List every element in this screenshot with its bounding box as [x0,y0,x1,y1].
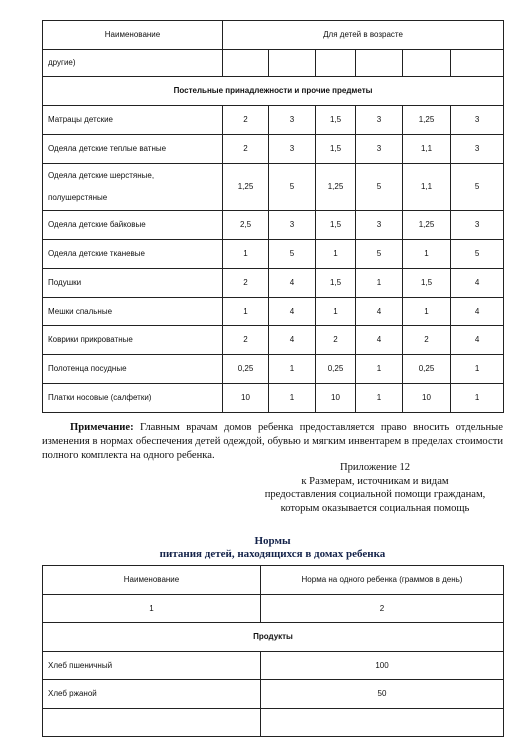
row-value: 2 [223,135,269,164]
row-value: 4 [451,326,504,355]
row-value: 5 [451,240,504,269]
row-value: 1,5 [316,135,356,164]
row-value: 1,1 [403,135,451,164]
row-value: 1 [223,240,269,269]
row-value: 3 [356,106,403,135]
row-value: 1 [356,269,403,298]
row-name-line: полушерстяные [48,193,108,202]
row-value: 4 [451,269,504,298]
note-label: Примечание: [70,422,134,433]
row-name: Коврики прикроватные [43,326,223,355]
table-header-row [43,566,504,595]
row-value: 2,5 [223,211,269,240]
row-name: Хлеб пшеничный [43,652,261,680]
row-value: 5 [269,164,316,211]
row-value: 4 [269,298,316,326]
column-header-age: Для детей в возрасте [223,21,504,50]
row-name: Полотенца посудные [43,355,223,384]
row-value: 1 [403,240,451,269]
row-value: 0,25 [223,355,269,384]
row-value: 1 [451,355,504,384]
row-value: 2 [223,269,269,298]
clothing-norms-table [42,20,504,413]
appendix-line: предоставления социальной помощи гражданам, [264,489,486,500]
row-name: другие) [43,50,223,77]
row-value: 100 [261,652,504,680]
row-value: 4 [269,326,316,355]
row-name: Одеяла детские байковые [43,211,223,240]
table-row [43,709,504,737]
note-text: Главным врачам домов ребенка предоставляется право вносить отдельные изменения в нормах обеспечения детей одеждой, обувью и мягким инвентарем в пределах стоимости полного комплекта на одного ребенка. [42,422,503,461]
row-name-line: Одеяла детские шерстяные, [48,171,155,180]
section-row [43,623,504,652]
row-value: 2 [223,106,269,135]
row-name: Подушки [43,269,223,298]
row-value: 1 [356,384,403,413]
row-value: 5 [269,240,316,269]
row-value: 1,5 [316,106,356,135]
row-value: 1 [223,298,269,326]
column-header-name: Наименование [43,566,261,595]
row-name: Платки носовые (салфетки) [43,384,223,413]
row-value: 1,25 [316,164,356,211]
row-name: Одеяла детские тканевые [43,240,223,269]
row-value: 2 [403,326,451,355]
row-value: 50 [261,680,504,709]
row-name: Одеяла детские теплые ватные [43,135,223,164]
appendix-line: к Размерам, источникам и видам [301,475,449,487]
row-value: 1 [403,298,451,326]
table-row [43,164,504,211]
table-row [43,384,504,413]
row-value: 4 [356,298,403,326]
row-name: Матрацы детские [43,106,223,135]
row-value: 3 [269,135,316,164]
row-value: 1,5 [316,211,356,240]
row-value: 1 [316,298,356,326]
table-row [43,211,504,240]
row-value: 5 [356,240,403,269]
section-row [43,77,504,106]
row-name [43,164,223,211]
row-value: 4 [356,326,403,355]
row-value: 1 [269,355,316,384]
row-value: 3 [451,211,504,240]
row-value: 10 [403,384,451,413]
row-value: 5 [451,164,504,211]
section-title: Продукты [43,623,504,652]
row-value: 3 [451,135,504,164]
section-title: Постельные принадлежности и прочие предметы [43,77,504,106]
nutrition-norms-table [42,565,504,737]
table-row [43,298,504,326]
row-value: 10 [316,384,356,413]
table-row [43,106,504,135]
table-row [43,326,504,355]
row-value: 4 [451,298,504,326]
column-number: 2 [261,595,504,623]
appendix-line: которым оказывается социальная помощь [280,502,470,514]
row-value: 1 [356,355,403,384]
table-row [43,652,504,680]
row-value: 1 [269,384,316,413]
table-row [43,355,504,384]
row-name: Хлеб ржаной [43,680,261,709]
row-value: 1,5 [403,269,451,298]
column-number-row [43,595,504,623]
row-value: 2 [316,326,356,355]
table-row [43,50,504,77]
table-row [43,135,504,164]
norms-title: Нормы [254,535,291,547]
note-paragraph [42,421,503,463]
row-value: 2 [223,326,269,355]
row-value: 1,5 [316,269,356,298]
row-value: 0,25 [316,355,356,384]
row-value: 0,25 [403,355,451,384]
table-row [43,269,504,298]
appendix-line: Приложение 12 [339,462,411,473]
row-value: 10 [223,384,269,413]
row-value: 1 [451,384,504,413]
norms-subtitle: питания детей, находящихся в домах ребенка [159,548,386,560]
column-number: 1 [43,595,261,623]
row-value: 3 [269,211,316,240]
row-value: 3 [451,106,504,135]
row-value: 1,25 [403,106,451,135]
norms-heading [42,535,503,561]
row-value: 4 [269,269,316,298]
row-value: 1,1 [403,164,451,211]
column-header-name: Наименование [43,21,223,50]
row-value: 5 [356,164,403,211]
row-value: 1,25 [403,211,451,240]
table-row [43,240,504,269]
table-row [43,680,504,709]
row-value: 3 [269,106,316,135]
row-value: 3 [356,211,403,240]
appendix-heading [240,461,510,515]
row-value: 3 [356,135,403,164]
row-name: Мешки спальные [43,298,223,326]
row-value: 1 [316,240,356,269]
column-header-norm: Норма на одного ребенка (граммов в день) [261,566,504,595]
table-header-row [43,21,504,50]
row-value: 1,25 [223,164,269,211]
